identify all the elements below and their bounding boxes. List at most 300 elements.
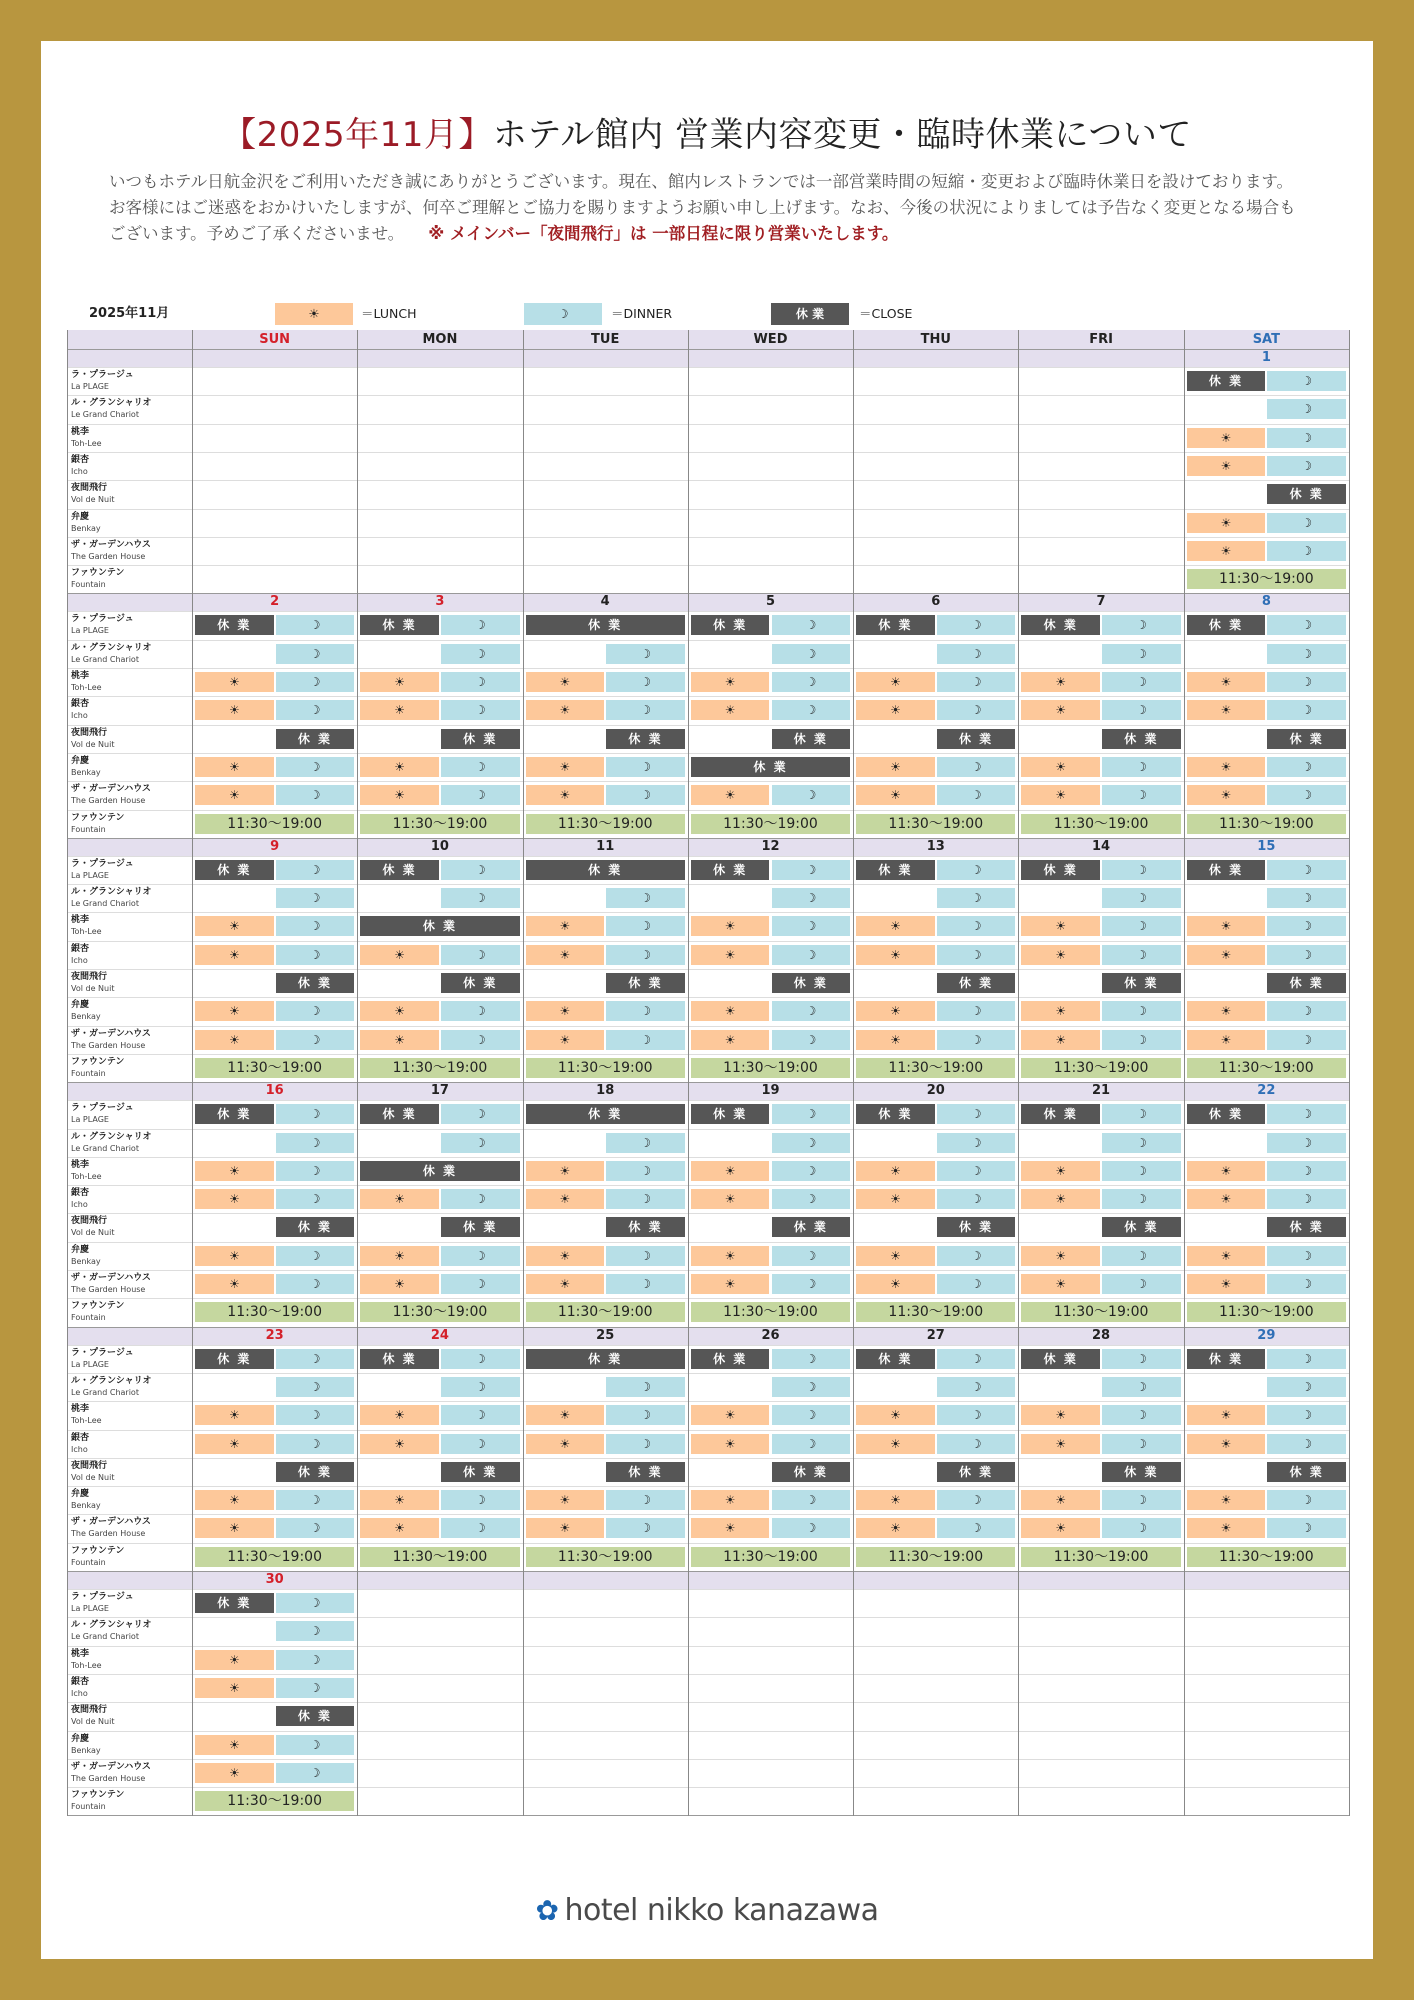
sun-icon: ☀ — [1021, 1434, 1100, 1454]
sun-icon: ☀ — [195, 1434, 274, 1454]
fountain-hours: 11:30〜19:00 — [195, 1791, 354, 1811]
column-divider — [688, 330, 689, 1816]
sun-icon: ☀ — [526, 1001, 605, 1021]
moon-icon: ☽ — [937, 1434, 1016, 1454]
sun-icon: ☀ — [1187, 1189, 1266, 1209]
sun-icon: ☀ — [1187, 1030, 1266, 1050]
restaurant-label — [71, 455, 190, 477]
moon-icon: ☽ — [1267, 1001, 1346, 1021]
restaurant-name-en: Fountain — [71, 824, 106, 834]
restaurant-name-en: Le Grand Chariot — [71, 899, 139, 909]
restaurant-name-en: Benkay — [71, 523, 101, 533]
moon-icon: ☽ — [606, 1246, 685, 1266]
restaurant-name-en: Le Grand Chariot — [71, 1143, 139, 1153]
date-number: 12 — [688, 838, 853, 856]
date-number: 20 — [853, 1082, 1018, 1100]
restaurant-label — [71, 671, 190, 693]
closed-block: 休 業 — [1187, 615, 1266, 635]
page-title — [41, 107, 1373, 156]
restaurant-name-en: Icho — [71, 711, 88, 721]
sun-icon: ☀ — [1021, 1274, 1100, 1294]
restaurant-name-en: La PLAGE — [71, 1115, 109, 1125]
column-divider — [1349, 330, 1350, 1816]
legend-month: 2025年11月 — [89, 306, 170, 321]
sun-icon: ☀ — [691, 1434, 770, 1454]
restaurant-label — [71, 1273, 190, 1295]
moon-icon: ☽ — [937, 1161, 1016, 1181]
week-label-spacer — [67, 1571, 192, 1589]
restaurant-name-jp: 銀杏 — [71, 1676, 90, 1687]
date-number: 4 — [523, 593, 688, 611]
day-header-thu: THU — [853, 330, 1018, 349]
closed-block: 休 業 — [276, 1462, 355, 1482]
moon-icon: ☽ — [276, 1104, 355, 1124]
restaurant-name-en: Vol de Nuit — [71, 739, 115, 749]
column-divider — [523, 330, 524, 1816]
restaurant-name-jp: ル・グランシャリオ — [71, 398, 152, 409]
moon-icon: ☽ — [772, 1490, 851, 1510]
restaurant-name-jp: 夜間飛行 — [71, 1705, 108, 1716]
date-number: 30 — [192, 1571, 357, 1589]
moon-icon: ☽ — [1102, 916, 1181, 936]
moon-icon: ☽ — [441, 1490, 520, 1510]
moon-icon: ☽ — [441, 888, 520, 908]
restaurant-label — [71, 614, 190, 636]
row-divider — [67, 1759, 1349, 1760]
moon-icon: ☽ — [1267, 700, 1346, 720]
moon-icon: ☽ — [276, 945, 355, 965]
date-number — [1018, 1571, 1183, 1589]
moon-icon: ☽ — [441, 1405, 520, 1425]
restaurant-name-en: The Garden House — [71, 796, 146, 806]
moon-icon: ☽ — [606, 1133, 685, 1153]
sun-icon: ☀ — [1187, 541, 1266, 561]
sun-icon: ☀ — [195, 757, 274, 777]
moon-icon: ☽ — [276, 888, 355, 908]
sun-icon: ☀ — [360, 1434, 439, 1454]
sun-icon: ☀ — [526, 1030, 605, 1050]
fountain-hours: 11:30〜19:00 — [691, 814, 850, 834]
restaurant-label — [71, 1546, 190, 1568]
sun-icon: ☀ — [195, 672, 274, 692]
sun-icon: ☀ — [360, 672, 439, 692]
row-divider — [67, 781, 1349, 782]
row-divider — [67, 969, 1349, 970]
moon-icon: ☽ — [441, 1030, 520, 1050]
fountain-hours: 11:30〜19:00 — [195, 1058, 354, 1078]
fountain-hours: 11:30〜19:00 — [1187, 814, 1346, 834]
grid-bottom — [67, 1815, 1349, 1816]
row-divider — [67, 1589, 1349, 1590]
row-divider — [67, 509, 1349, 510]
moon-icon: ☽ — [1267, 1161, 1346, 1181]
date-number — [853, 349, 1018, 367]
closed-block: 休 業 — [937, 1217, 1016, 1237]
row-divider — [67, 997, 1349, 998]
row-divider — [67, 753, 1349, 754]
week-divider — [67, 593, 1349, 594]
sun-icon: ☀ — [856, 1490, 935, 1510]
closed-block: 休 業 — [276, 973, 355, 993]
week-label-spacer — [67, 1082, 192, 1100]
restaurant-name-jp: 桃李 — [71, 1648, 90, 1659]
sun-icon: ☀ — [360, 945, 439, 965]
date-number — [853, 1571, 1018, 1589]
restaurant-label — [71, 1790, 190, 1812]
closed-block: 休 業 — [526, 1104, 685, 1124]
moon-icon: ☽ — [606, 700, 685, 720]
restaurant-label — [71, 756, 190, 778]
moon-icon: ☽ — [276, 1377, 355, 1397]
restaurant-name-en: Icho — [71, 466, 88, 476]
row-divider — [67, 810, 1349, 811]
moon-icon: ☽ — [606, 945, 685, 965]
row-divider — [67, 856, 1349, 857]
closed-block: 休 業 — [606, 973, 685, 993]
moon-icon: ☽ — [441, 785, 520, 805]
sun-icon: ☀ — [856, 1434, 935, 1454]
date-number — [357, 1571, 522, 1589]
fountain-hours: 11:30〜19:00 — [1187, 1058, 1346, 1078]
sun-icon: ☀ — [195, 1678, 274, 1698]
restaurant-name-jp: ル・グランシャリオ — [71, 1620, 152, 1631]
moon-icon: ☽ — [937, 700, 1016, 720]
closed-block: 休 業 — [1021, 1104, 1100, 1124]
moon-icon: ☽ — [1267, 1490, 1346, 1510]
date-number: 15 — [1184, 838, 1349, 856]
sun-icon: ☀ — [195, 916, 274, 936]
row-divider — [67, 1543, 1349, 1544]
moon-icon: ☽ — [1267, 1377, 1346, 1397]
restaurant-label — [71, 1348, 190, 1370]
restaurant-name-en: The Garden House — [71, 551, 146, 561]
row-divider — [67, 1787, 1349, 1788]
moon-icon: ☽ — [1102, 644, 1181, 664]
moon-icon: ☽ — [1102, 1405, 1181, 1425]
sun-icon: ☀ — [360, 1001, 439, 1021]
restaurant-name-en: La PLAGE — [71, 1604, 109, 1613]
intro-note: ※ メインバー「夜間飛行」は 一部日程に限り営業いたします。 — [428, 224, 899, 243]
restaurant-name-jp: 桃李 — [71, 426, 90, 437]
moon-icon: ☽ — [1102, 1001, 1181, 1021]
sun-icon: ☀ — [195, 1405, 274, 1425]
sun-icon: ☀ — [526, 700, 605, 720]
restaurant-label — [71, 1188, 190, 1210]
title-text: ホテル館内 営業内容変更・臨時休業について — [492, 115, 1192, 155]
restaurant-label — [71, 1677, 190, 1699]
sun-icon: ☀ — [856, 1030, 935, 1050]
restaurant-name-en: Vol de Nuit — [71, 1472, 115, 1482]
fountain-hours: 11:30〜19:00 — [360, 1547, 519, 1567]
row-divider — [67, 1345, 1349, 1346]
sun-icon: ☀ — [360, 1030, 439, 1050]
sun-icon: ☀ — [1021, 1001, 1100, 1021]
fountain-hours: 11:30〜19:00 — [195, 1547, 354, 1567]
moon-icon: ☽ — [606, 1030, 685, 1050]
moon-icon: ☽ — [1102, 1030, 1181, 1050]
closed-block: 休 業 — [195, 860, 274, 880]
row-divider — [67, 941, 1349, 942]
sun-icon: ☀ — [691, 916, 770, 936]
moon-icon: ☽ — [606, 916, 685, 936]
moon-icon: ☽ — [276, 757, 355, 777]
day-header-wed: WED — [688, 330, 853, 349]
restaurant-name-jp: 銀杏 — [71, 454, 90, 465]
restaurant-label — [71, 915, 190, 937]
moon-icon: ☽ — [1102, 757, 1181, 777]
restaurant-name-en: Fountain — [71, 1557, 106, 1567]
restaurant-name-en: Vol de Nuit — [71, 984, 115, 993]
moon-icon: ☽ — [276, 1161, 355, 1181]
moon-icon: ☽ — [1267, 1246, 1346, 1266]
moon-icon: ☽ — [772, 785, 851, 805]
moon-icon: ☽ — [1102, 1104, 1181, 1124]
moon-icon: ☽ — [606, 1490, 685, 1510]
legend-dinner-text: ＝DINNER — [611, 306, 673, 321]
title-month: 【2025年11月】 — [222, 115, 493, 155]
moon-icon: ☽ — [441, 672, 520, 692]
date-number: 17 — [357, 1082, 522, 1100]
moon-icon: ☽ — [937, 1030, 1016, 1050]
sun-icon: ☀ — [195, 1650, 274, 1670]
date-number: 6 — [853, 593, 1018, 611]
moon-icon: ☽ — [441, 615, 520, 635]
sun-icon: ☀ — [195, 1735, 274, 1755]
hotel-logo — [41, 1893, 1373, 1928]
moon-icon: ☽ — [772, 1274, 851, 1294]
restaurant-name-jp: ザ・ガーデンハウス — [71, 1517, 151, 1528]
restaurant-label — [71, 370, 190, 392]
moon-icon: ☽ — [772, 1246, 851, 1266]
row-divider — [67, 1514, 1349, 1515]
date-number — [688, 1571, 853, 1589]
restaurant-label — [71, 1649, 190, 1671]
restaurant-name-en: Vol de Nuit — [71, 495, 115, 505]
moon-icon: ☽ — [1267, 541, 1346, 561]
moon-icon: ☽ — [937, 916, 1016, 936]
restaurant-label — [71, 1057, 190, 1079]
restaurant-name-jp: 弁慶 — [71, 755, 90, 766]
closed-block: 休 業 — [1267, 1217, 1346, 1237]
sun-icon: ☀ — [360, 785, 439, 805]
moon-icon: ☽ — [772, 1189, 851, 1209]
row-divider — [67, 1026, 1349, 1027]
row-divider — [67, 1674, 1349, 1675]
closed-block: 休 業 — [441, 1462, 520, 1482]
restaurant-name-en: Le Grand Chariot — [71, 410, 139, 420]
moon-icon: ☽ — [1267, 916, 1346, 936]
sun-icon: ☀ — [360, 700, 439, 720]
sun-icon: ☀ — [691, 1161, 770, 1181]
moon-icon: ☽ — [772, 1001, 851, 1021]
restaurant-label — [71, 1461, 190, 1483]
closed-block: 休 業 — [1102, 1217, 1181, 1237]
restaurant-name-en: Benkay — [71, 767, 101, 777]
moon-icon: ☽ — [441, 1518, 520, 1538]
restaurant-name-en: Icho — [71, 955, 88, 965]
restaurant-label — [71, 1376, 190, 1398]
week-divider — [67, 1571, 1349, 1572]
restaurant-name-jp: ル・グランシャリオ — [71, 887, 152, 898]
sun-icon: ☀ — [526, 1274, 605, 1294]
restaurant-name-jp: 夜間飛行 — [71, 483, 108, 494]
sun-icon: ☀ — [195, 785, 274, 805]
sun-icon: ☀ — [1187, 1405, 1266, 1425]
restaurant-name-en: Vol de Nuit — [71, 1228, 115, 1238]
sun-icon: ☀ — [1187, 1001, 1266, 1021]
day-header-mon: MON — [357, 330, 522, 349]
sun-icon: ☀ — [856, 672, 935, 692]
moon-icon: ☽ — [276, 860, 355, 880]
closed-block: 休 業 — [691, 615, 770, 635]
row-divider — [67, 1617, 1349, 1618]
sun-icon: ☀ — [1187, 1490, 1266, 1510]
restaurant-name-en: Icho — [71, 1688, 88, 1698]
restaurant-name-en: Toh-Lee — [71, 683, 102, 692]
moon-icon: ☽ — [1102, 888, 1181, 908]
sun-icon: ☀ — [1021, 1189, 1100, 1209]
restaurant-name-en: La PLAGE — [71, 870, 109, 880]
moon-icon: ☽ — [606, 757, 685, 777]
restaurant-name-en: Benkay — [71, 1012, 101, 1022]
moon-icon: ☽ — [772, 700, 851, 720]
sun-icon: ☀ — [1187, 456, 1266, 476]
moon-icon: ☽ — [276, 1735, 355, 1755]
row-divider — [67, 1129, 1349, 1130]
row-divider — [67, 1401, 1349, 1402]
moon-icon: ☽ — [1102, 1377, 1181, 1397]
date-number: 7 — [1018, 593, 1183, 611]
sun-icon: ☀ — [691, 785, 770, 805]
moon-icon: ☽ — [276, 644, 355, 664]
restaurant-name-jp: 桃李 — [71, 1404, 90, 1415]
moon-icon: ☽ — [937, 945, 1016, 965]
moon-icon: ☽ — [276, 1621, 355, 1641]
date-number: 24 — [357, 1327, 522, 1345]
sun-icon: ☀ — [526, 916, 605, 936]
moon-icon: ☽ — [441, 1189, 520, 1209]
sun-icon: ☀ — [691, 1490, 770, 1510]
restaurant-name-jp: ラ・プラージュ — [71, 1347, 134, 1358]
moon-icon: ☽ — [937, 1189, 1016, 1209]
moon-icon: ☽ — [772, 916, 851, 936]
restaurant-name-jp: 弁慶 — [71, 1489, 90, 1500]
restaurant-label — [71, 1245, 190, 1267]
moon-icon: ☽ — [1102, 672, 1181, 692]
moon-icon: ☽ — [276, 1246, 355, 1266]
moon-icon: ☽ — [276, 785, 355, 805]
restaurant-name-en: The Garden House — [71, 1773, 146, 1783]
moon-icon: ☽ — [937, 1377, 1016, 1397]
sun-icon: ☀ — [1187, 700, 1266, 720]
fountain-hours: 11:30〜19:00 — [1021, 814, 1180, 834]
moon-icon: ☽ — [1102, 1349, 1181, 1369]
closed-block: 休 業 — [1102, 1462, 1181, 1482]
sun-icon: ☀ — [526, 1189, 605, 1209]
row-divider — [67, 884, 1349, 885]
restaurant-name-jp: ル・グランシャリオ — [71, 642, 152, 653]
restaurant-label — [71, 1592, 190, 1614]
closed-block: 休 業 — [1021, 1349, 1100, 1369]
closed-block: 休 業 — [526, 1349, 685, 1369]
flower-logo-icon: ✿ — [535, 1894, 559, 1927]
moon-icon: ☽ — [772, 945, 851, 965]
row-divider — [67, 480, 1349, 481]
restaurant-label — [71, 972, 190, 994]
row-divider — [67, 1731, 1349, 1732]
moon-icon: ☽ — [441, 945, 520, 965]
restaurant-label — [71, 728, 190, 750]
day-header-fri: FRI — [1018, 330, 1183, 349]
week-divider — [67, 1082, 1349, 1083]
moon-icon: ☽ — [606, 1434, 685, 1454]
moon-icon: ☽ — [276, 1490, 355, 1510]
sun-icon: ☀ — [360, 1405, 439, 1425]
restaurant-name-jp: 弁慶 — [71, 1733, 90, 1744]
closed-block: 休 業 — [1021, 860, 1100, 880]
closed-block: 休 業 — [856, 615, 935, 635]
moon-icon: ☽ — [606, 1377, 685, 1397]
date-number: 13 — [853, 838, 1018, 856]
closed-block: 休 業 — [276, 1217, 355, 1237]
moon-icon: ☽ — [937, 672, 1016, 692]
moon-icon: ☽ — [937, 644, 1016, 664]
date-number: 26 — [688, 1327, 853, 1345]
moon-icon: ☽ — [1102, 1189, 1181, 1209]
brand-name: hotel nikko kanazawa — [564, 1893, 879, 1928]
week-label-spacer — [67, 1327, 192, 1345]
sun-icon: ☀ — [1187, 1274, 1266, 1294]
restaurant-name-jp: ファウンテン — [71, 812, 125, 823]
restaurant-name-en: Le Grand Chariot — [71, 1632, 139, 1642]
closed-block: 休 業 — [1267, 484, 1346, 504]
sun-icon: ☀ — [1021, 1490, 1100, 1510]
row-divider — [67, 1486, 1349, 1487]
closed-block: 休 業 — [772, 729, 851, 749]
closed-block: 休 業 — [937, 729, 1016, 749]
row-divider — [67, 1702, 1349, 1703]
sun-icon: ☀ — [856, 1189, 935, 1209]
moon-icon: ☽ — [1267, 615, 1346, 635]
moon-icon: ☽ — [441, 1133, 520, 1153]
moon-icon: ☽ — [772, 615, 851, 635]
restaurant-label — [71, 887, 190, 909]
date-number: 27 — [853, 1327, 1018, 1345]
moon-icon: ☽ — [772, 1030, 851, 1050]
row-divider — [67, 696, 1349, 697]
fountain-hours: 11:30〜19:00 — [691, 1547, 850, 1567]
fountain-hours: 11:30〜19:00 — [691, 1302, 850, 1322]
row-divider — [67, 537, 1349, 538]
moon-icon: ☽ — [1267, 785, 1346, 805]
moon-icon: ☽ — [606, 644, 685, 664]
restaurant-name-jp: 夜間飛行 — [71, 972, 108, 982]
sun-icon: ☀ — [195, 945, 274, 965]
restaurant-name-jp: 夜間飛行 — [71, 1460, 108, 1471]
moon-icon: ☽ — [606, 888, 685, 908]
moon-icon: ☽ — [276, 1405, 355, 1425]
moon-icon: ☽ — [276, 1274, 355, 1294]
moon-icon: ☽ — [772, 1104, 851, 1124]
closed-block: 休 業 — [856, 1349, 935, 1369]
date-number — [523, 349, 688, 367]
moon-icon: ☽ — [937, 1001, 1016, 1021]
moon-icon: ☽ — [1267, 456, 1346, 476]
moon-icon: ☽ — [1102, 615, 1181, 635]
moon-icon: ☽ — [441, 1246, 520, 1266]
restaurant-name-en: The Garden House — [71, 1285, 146, 1294]
restaurant-label — [71, 813, 190, 835]
